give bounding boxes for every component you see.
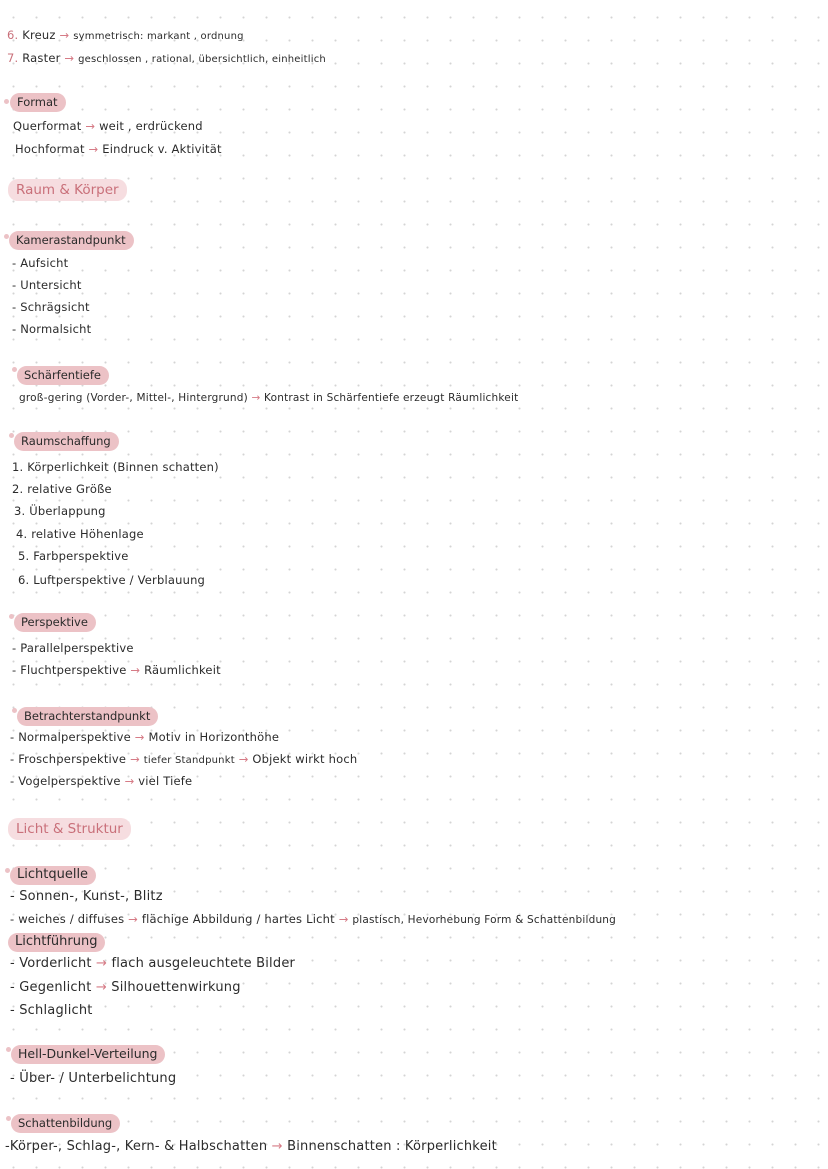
list-item: 4. relative Höhenlage xyxy=(16,527,144,541)
arrow-icon: → xyxy=(64,51,75,65)
arrow-icon: → xyxy=(95,980,107,995)
format-hochformat xyxy=(15,141,222,157)
arrow-icon: → xyxy=(96,956,108,971)
item-number: 6. xyxy=(7,28,19,42)
section-title-raum-koerper: Raum & Körper xyxy=(8,179,127,201)
heading-lichtquelle: Lichtquelle xyxy=(10,866,96,885)
bullet-dot-icon xyxy=(4,99,9,104)
bullet-dot-icon xyxy=(9,614,14,619)
desc: flach ausgeleuchtete Bilder xyxy=(111,956,296,971)
arrow-icon: → xyxy=(338,912,349,926)
list-item: - Schrägsicht xyxy=(12,300,90,314)
list-item-kreuz xyxy=(7,27,244,45)
arrow-icon: → xyxy=(124,774,135,788)
arrow-icon: → xyxy=(238,752,249,766)
list-item-normalperspektive xyxy=(10,729,279,745)
label: - weiches / diffuses xyxy=(10,912,125,926)
desc2: plastisch, Hevorhebung Form & Schattenbildung xyxy=(352,914,617,926)
label: - Vogelperspektive xyxy=(10,774,121,788)
bullet-dot-icon xyxy=(12,708,17,713)
arrow-icon: → xyxy=(130,663,141,677)
heading-format: Format xyxy=(10,93,66,112)
label: - Gegenlicht xyxy=(10,980,92,995)
desc: viel Tiefe xyxy=(138,774,193,788)
label: - Fluchtperspektive xyxy=(12,663,127,677)
bullet-dot-icon xyxy=(9,433,14,438)
list-item-gegenlicht xyxy=(10,980,241,996)
section-title-licht-struktur: Licht & Struktur xyxy=(8,818,131,840)
heading-perspektive: Perspektive xyxy=(14,613,96,632)
list-item: 3. Überlappung xyxy=(14,504,106,518)
bullet-dot-icon xyxy=(6,1047,11,1052)
result: Kontrast in Schärfentiefe erzeugt Räumlichkeit xyxy=(264,392,519,404)
bullet-dot-icon xyxy=(6,1116,11,1121)
arrow-icon: → xyxy=(85,119,96,133)
list-item: - Aufsicht xyxy=(12,256,69,270)
heading-hell-dunkel-verteilung: Hell-Dunkel-Verteilung xyxy=(11,1045,165,1064)
desc2: Objekt wirkt hoch xyxy=(252,752,358,766)
text: groß-gering (Vorder-, Mittel-, Hintergrund) xyxy=(19,392,248,404)
bullet-dot-icon xyxy=(5,868,10,873)
list-item: - Schlaglicht xyxy=(10,1003,93,1018)
list-item-fluchtperspektive xyxy=(12,662,221,678)
desc: Räumlichkeit xyxy=(144,663,221,677)
list-item: 6. Luftperspektive / Verblauung xyxy=(18,573,206,587)
desc: Silhouettenwirkung xyxy=(111,980,241,995)
schattenbildung-text xyxy=(5,1139,497,1155)
label: Querformat xyxy=(13,119,82,133)
arrow-icon: → xyxy=(130,752,140,766)
item-number: 7. xyxy=(7,51,19,65)
schaerfentiefe-text xyxy=(19,390,518,406)
list-item: - Über- / Unterbelichtung xyxy=(10,1071,177,1086)
list-item: - Untersicht xyxy=(12,278,82,292)
item-desc: symmetrisch: markant , ordnung xyxy=(73,31,244,42)
list-item: 1. Körperlichkeit (Binnen schatten) xyxy=(12,460,219,474)
list-item-vorderlicht xyxy=(10,956,295,972)
desc: Eindruck v. Aktivität xyxy=(102,142,222,156)
text: -Körper-, Schlag-, Kern- & Halbschatten xyxy=(5,1139,268,1154)
arrow-icon: → xyxy=(271,1139,283,1154)
arrow-icon: → xyxy=(128,912,138,926)
label: Hochformat xyxy=(15,142,85,156)
label: - Froschperspektive xyxy=(10,752,127,766)
list-item: - Parallelperspektive xyxy=(12,641,134,655)
heading-schattenbildung: Schattenbildung xyxy=(11,1114,120,1133)
bullet-dot-icon xyxy=(12,367,17,372)
arrow-icon: → xyxy=(251,392,261,404)
desc: flächige Abbildung / hartes Licht xyxy=(141,912,335,926)
desc: Motiv in Horizonthöhe xyxy=(148,730,280,744)
arrow-icon: → xyxy=(59,28,70,42)
list-item: 5. Farbperspektive xyxy=(18,549,129,563)
result: Binnenschatten : Körperlichkeit xyxy=(287,1139,497,1154)
heading-lichtfuehrung: Lichtführung xyxy=(8,933,105,952)
desc: tiefer Standpunkt xyxy=(143,755,235,766)
list-item: 2. relative Größe xyxy=(12,482,112,496)
arrow-icon: → xyxy=(88,142,99,156)
item-desc: geschlossen , rational, übersichtlich, einheitlich xyxy=(78,54,326,65)
heading-kamerastandpunkt: Kamerastandpunkt xyxy=(9,231,134,250)
heading-schaerfentiefe: Schärfentiefe xyxy=(17,366,109,385)
desc: weit , erdrückend xyxy=(99,119,203,133)
list-item: - Normalsicht xyxy=(12,322,92,336)
list-item-vogelperspektive xyxy=(10,773,192,789)
item-term: Raster xyxy=(22,51,61,65)
heading-betrachterstandpunkt: Betrachterstandpunkt xyxy=(17,707,158,726)
list-item-weiches-diffuses xyxy=(10,911,616,928)
label: - Normalperspektive xyxy=(10,730,131,744)
format-querformat xyxy=(13,118,203,134)
list-item-froschperspektive xyxy=(10,751,357,769)
arrow-icon: → xyxy=(134,730,145,744)
list-item: - Sonnen-, Kunst-, Blitz xyxy=(10,889,163,904)
label: - Vorderlicht xyxy=(10,956,92,971)
heading-raumschaffung: Raumschaffung xyxy=(14,432,119,451)
list-item-raster xyxy=(7,50,326,68)
item-term: Kreuz xyxy=(22,28,56,42)
